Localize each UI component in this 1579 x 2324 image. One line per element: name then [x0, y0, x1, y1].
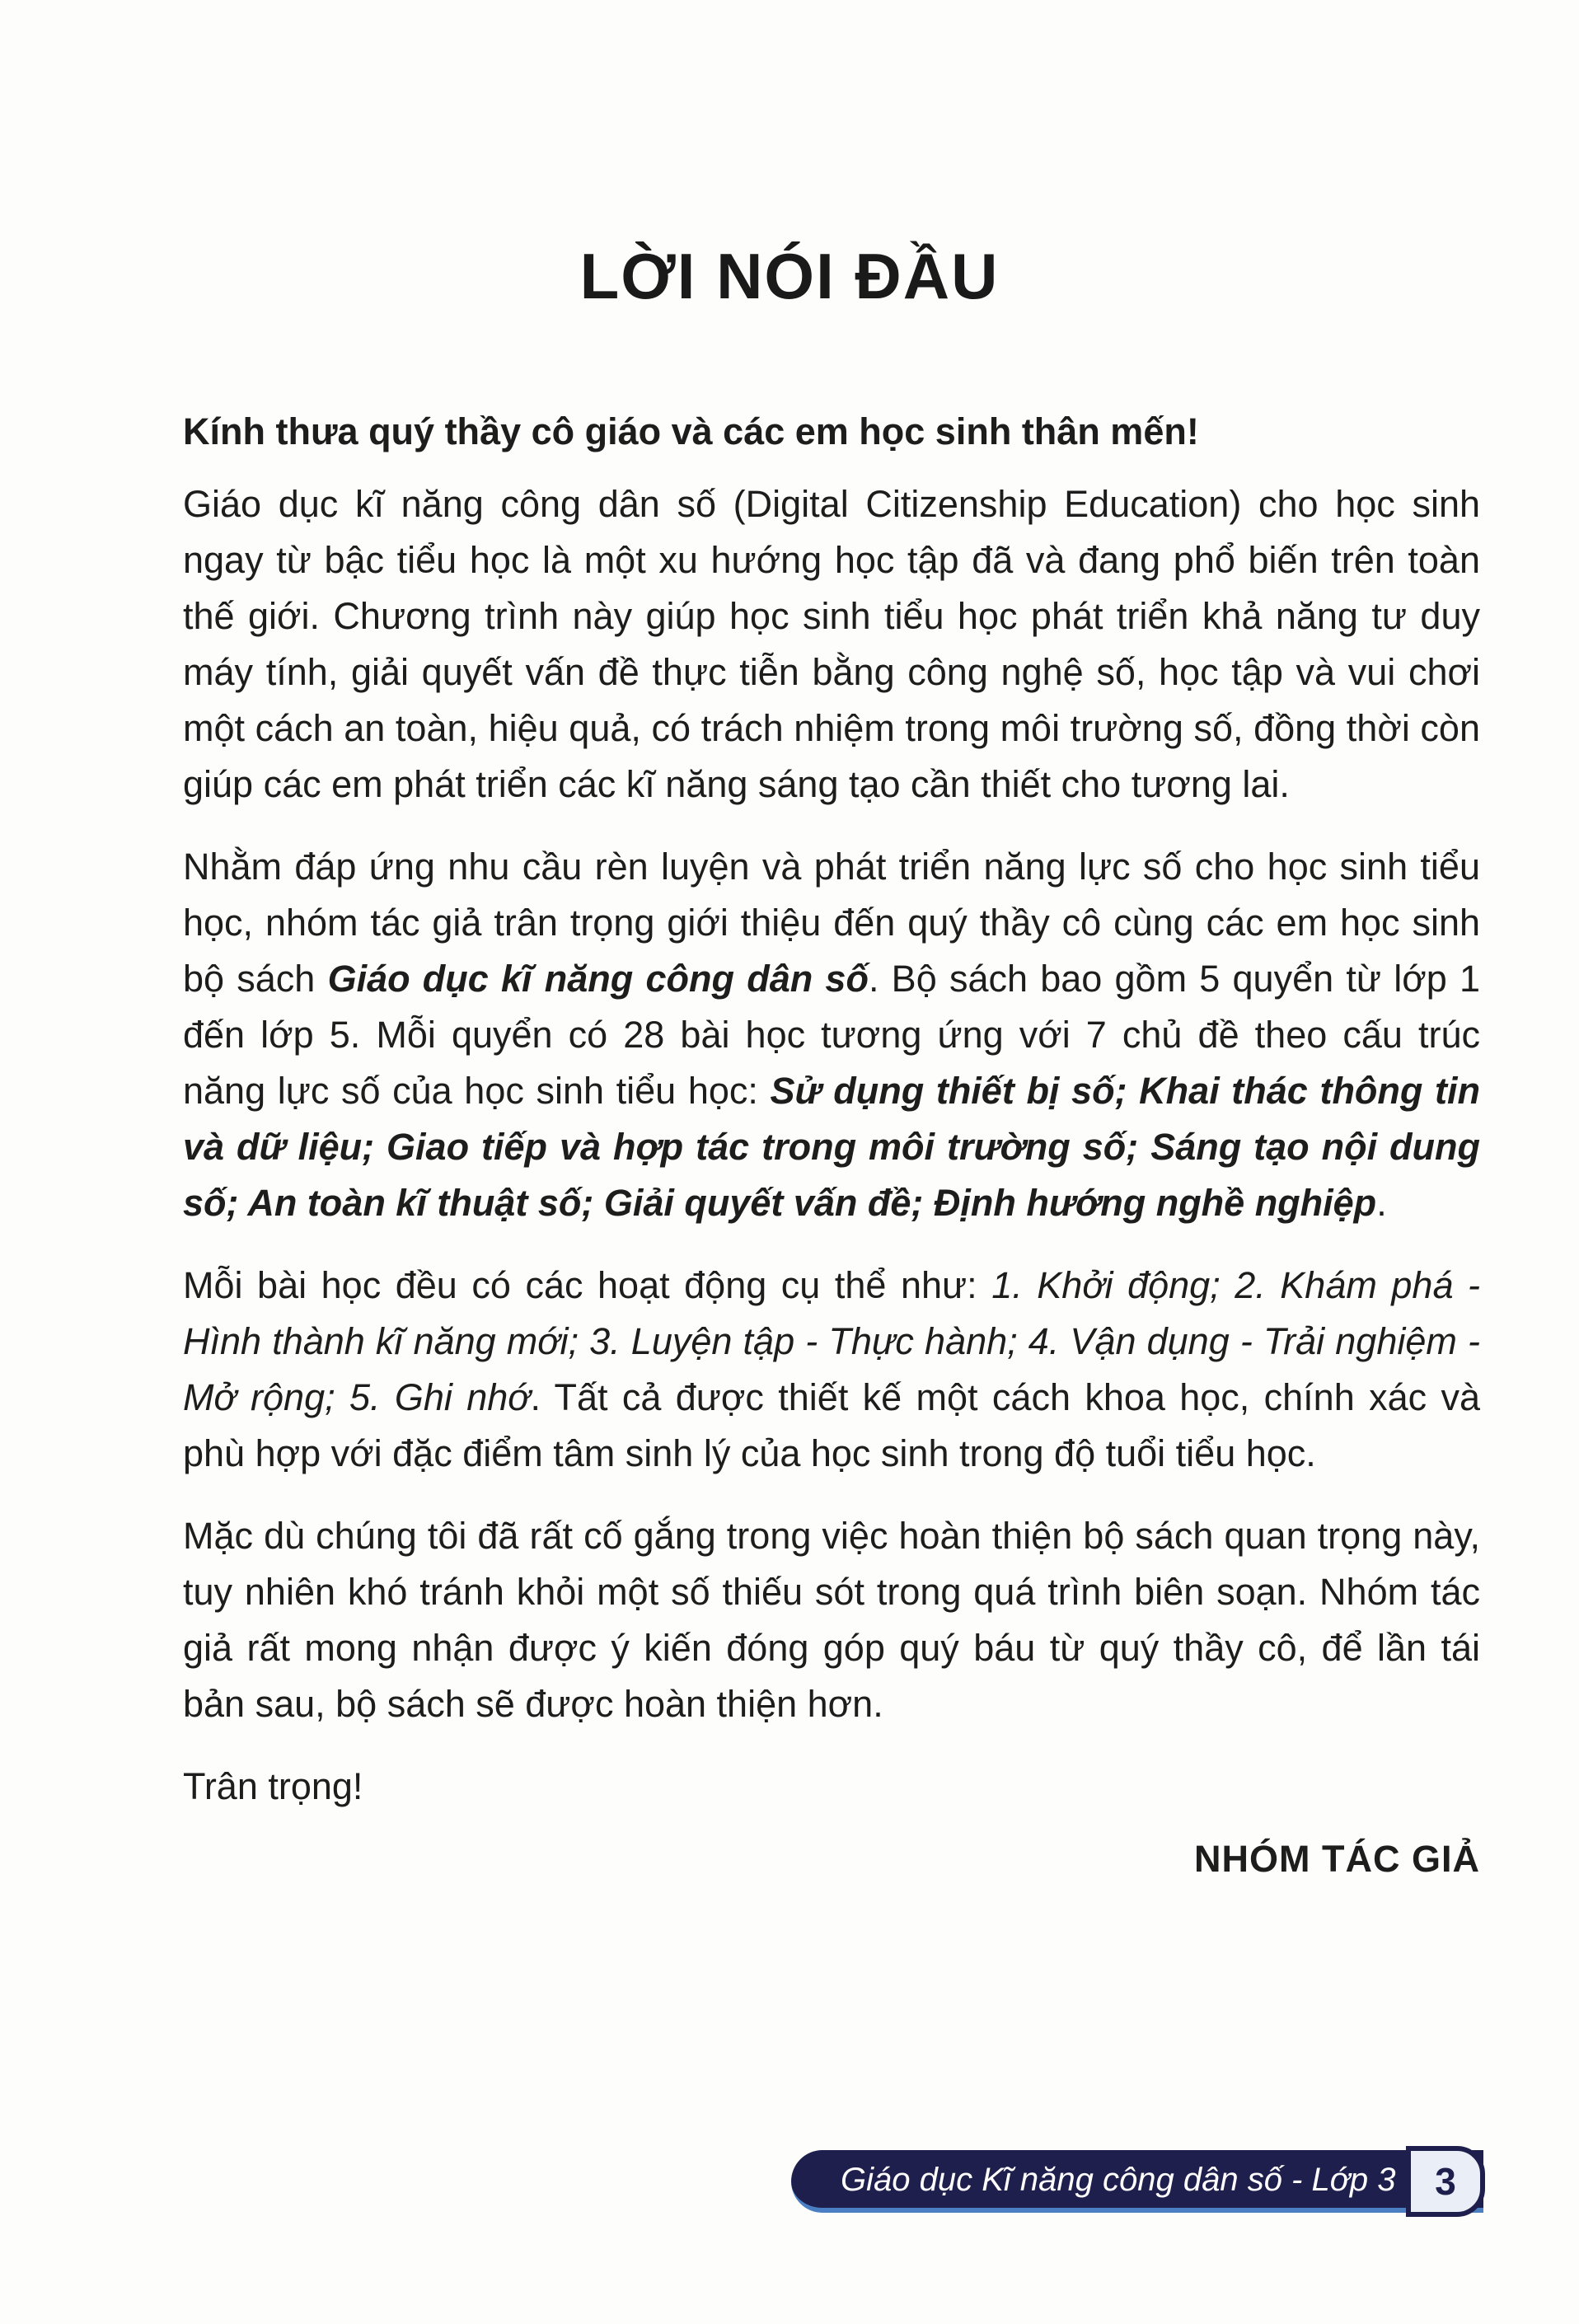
closing	[183, 1759, 1480, 1815]
paragraph-2-part3: .	[1376, 1182, 1387, 1224]
paragraph-1-text: Giáo dục kĩ năng công dân số (Digital Citizenship Education) cho học sinh ngay từ bậc tiểu học là một xu hướng học tập đã và đang phổ biến trên toàn thế giới. Chương trình này giúp học sinh tiểu học phát triển khả năng tư duy máy tính, giải quyết vấn đề thực tiễn bằng công nghệ số, học tập và vui chơi một cách an toàn, hiệu quả, có trách nhiệm trong môi trường số, đồng thời còn giúp các em phát triển các kĩ năng sáng tạo cần thiết cho tương lai.	[183, 483, 1480, 805]
paragraph-2-part1: Nhằm đáp ứng nhu cầu rèn luyện và phát triển năng lực số cho học sinh tiểu học, nhóm tác giả trân trọng giới thiệu đến quý thầy cô cùng các em học sinh bộ sách	[183, 846, 1480, 1000]
footer-book-label: Giáo dục Kĩ năng công dân số - Lớp 3	[841, 2162, 1396, 2198]
paragraph-2	[183, 839, 1480, 1231]
footer-banner	[791, 2150, 1483, 2213]
topic-list: Sử dụng thiết bị số; Khai thác thông tin và dữ liệu; Giao tiếp và hợp tác trong môi trường số; Sáng tạo nội dung số; An toàn kĩ thuật số; Giải quyết vấn đề; Định hướng nghề nghiệp	[183, 1070, 1480, 1224]
paragraph-4	[183, 1508, 1480, 1732]
paragraph-4-text: Mặc dù chúng tôi đã rất cố gắng trong việc hoàn thiện bộ sách quan trọng này, tuy nhiên khó tránh khỏi một số thiếu sót trong quá trình biên soạn. Nhóm tác giả rất mong nhận được ý kiến đóng góp quý báu từ quý thầy cô, để lần tái bản sau, bộ sách sẽ được hoàn thiện hơn.	[183, 1515, 1480, 1725]
paragraph-3-part1: Mỗi bài học đều có các hoạt động cụ thể như:	[183, 1264, 992, 1306]
activity-list: 1. Khởi động; 2. Khám phá - Hình thành kĩ năng mới; 3. Luyện tập - Thực hành; 4. Vận dụng - Trải nghiệm - Mở rộng; 5. Ghi nhớ	[183, 1264, 1481, 1418]
page-title: LỜI NÓI ĐẦU	[579, 240, 1000, 312]
paragraph-3-part2: . Tất cả được thiết kế một cách khoa học, chính xác và phù hợp với đặc điểm tâm sinh lý của học sinh trong độ tuổi tiểu học.	[183, 1376, 1480, 1474]
paragraph-3	[183, 1258, 1480, 1482]
paragraph-2-part2: . Bộ sách bao gồm 5 quyển từ lớp 1 đến lớp 5. Mỗi quyển có 28 bài học tương ứng với 7 chủ đề theo cấu trúc năng lực số của học sinh tiểu học:	[183, 958, 1480, 1112]
signature: NHÓM TÁC GIẢ	[1194, 1838, 1480, 1880]
page-number-badge	[1406, 2146, 1485, 2217]
closing-text: Trân trọng!	[183, 1765, 363, 1807]
greeting-text: Kính thưa quý thầy cô giáo và các em học sinh thân mến!	[183, 410, 1199, 452]
paragraph-1	[183, 476, 1480, 813]
preface-body	[183, 404, 1480, 1887]
page-number: 3	[1435, 2160, 1456, 2203]
book-title: Giáo dục kĩ năng công dân số	[327, 958, 869, 1000]
greeting	[183, 404, 1480, 460]
